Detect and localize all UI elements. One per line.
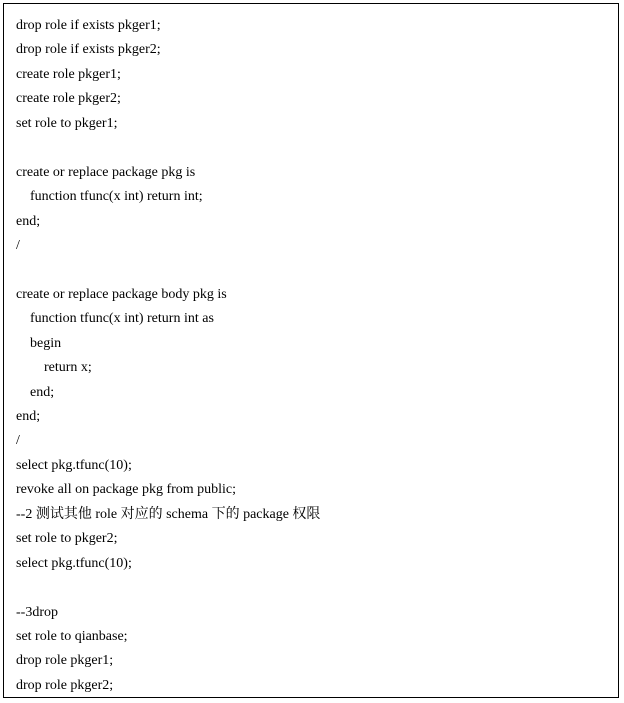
code-line: begin bbox=[16, 335, 62, 351]
code-line-blank bbox=[16, 576, 320, 600]
code-line: set role to pkger2; bbox=[16, 531, 118, 547]
code-line: end; bbox=[16, 409, 41, 424]
code-line: select pkg.tfunc(10); bbox=[16, 555, 132, 571]
code-line: function tfunc(x int) return int; bbox=[16, 189, 203, 205]
code-line: end; bbox=[16, 384, 55, 400]
code-comment-line: --2 测试其他 role 对应的 schema 下的 package 权限 bbox=[16, 506, 321, 522]
code-line: set role to qianbase; bbox=[16, 628, 128, 644]
code-line: function tfunc(x int) return int as bbox=[16, 311, 214, 327]
code-line: create or replace package body pkg is bbox=[16, 286, 227, 302]
code-line: / bbox=[16, 237, 20, 253]
code-line: create or replace package pkg is bbox=[16, 164, 196, 180]
code-block bbox=[3, 3, 619, 698]
code-comment-line: --3drop bbox=[16, 604, 58, 620]
code-line: select pkg.tfunc(10); bbox=[16, 457, 132, 473]
code-line: revoke all on package pkg from public; bbox=[16, 482, 237, 498]
code-line: create role pkger2; bbox=[16, 91, 121, 107]
code-line-blank bbox=[16, 258, 320, 282]
code-line: end; bbox=[16, 213, 41, 229]
code-line-blank bbox=[16, 136, 320, 160]
code-lines bbox=[16, 14, 320, 698]
code-line: create role pkger1; bbox=[16, 66, 121, 82]
code-line: return x; bbox=[16, 360, 92, 376]
code-line: drop role if exists pkger1; bbox=[16, 18, 161, 33]
code-line: drop role pkger1; bbox=[16, 653, 114, 669]
code-line: / bbox=[16, 433, 20, 449]
code-line: drop role pkger2; bbox=[16, 677, 114, 693]
code-line: drop role if exists pkger2; bbox=[16, 42, 161, 58]
code-line: set role to pkger1; bbox=[16, 115, 118, 131]
